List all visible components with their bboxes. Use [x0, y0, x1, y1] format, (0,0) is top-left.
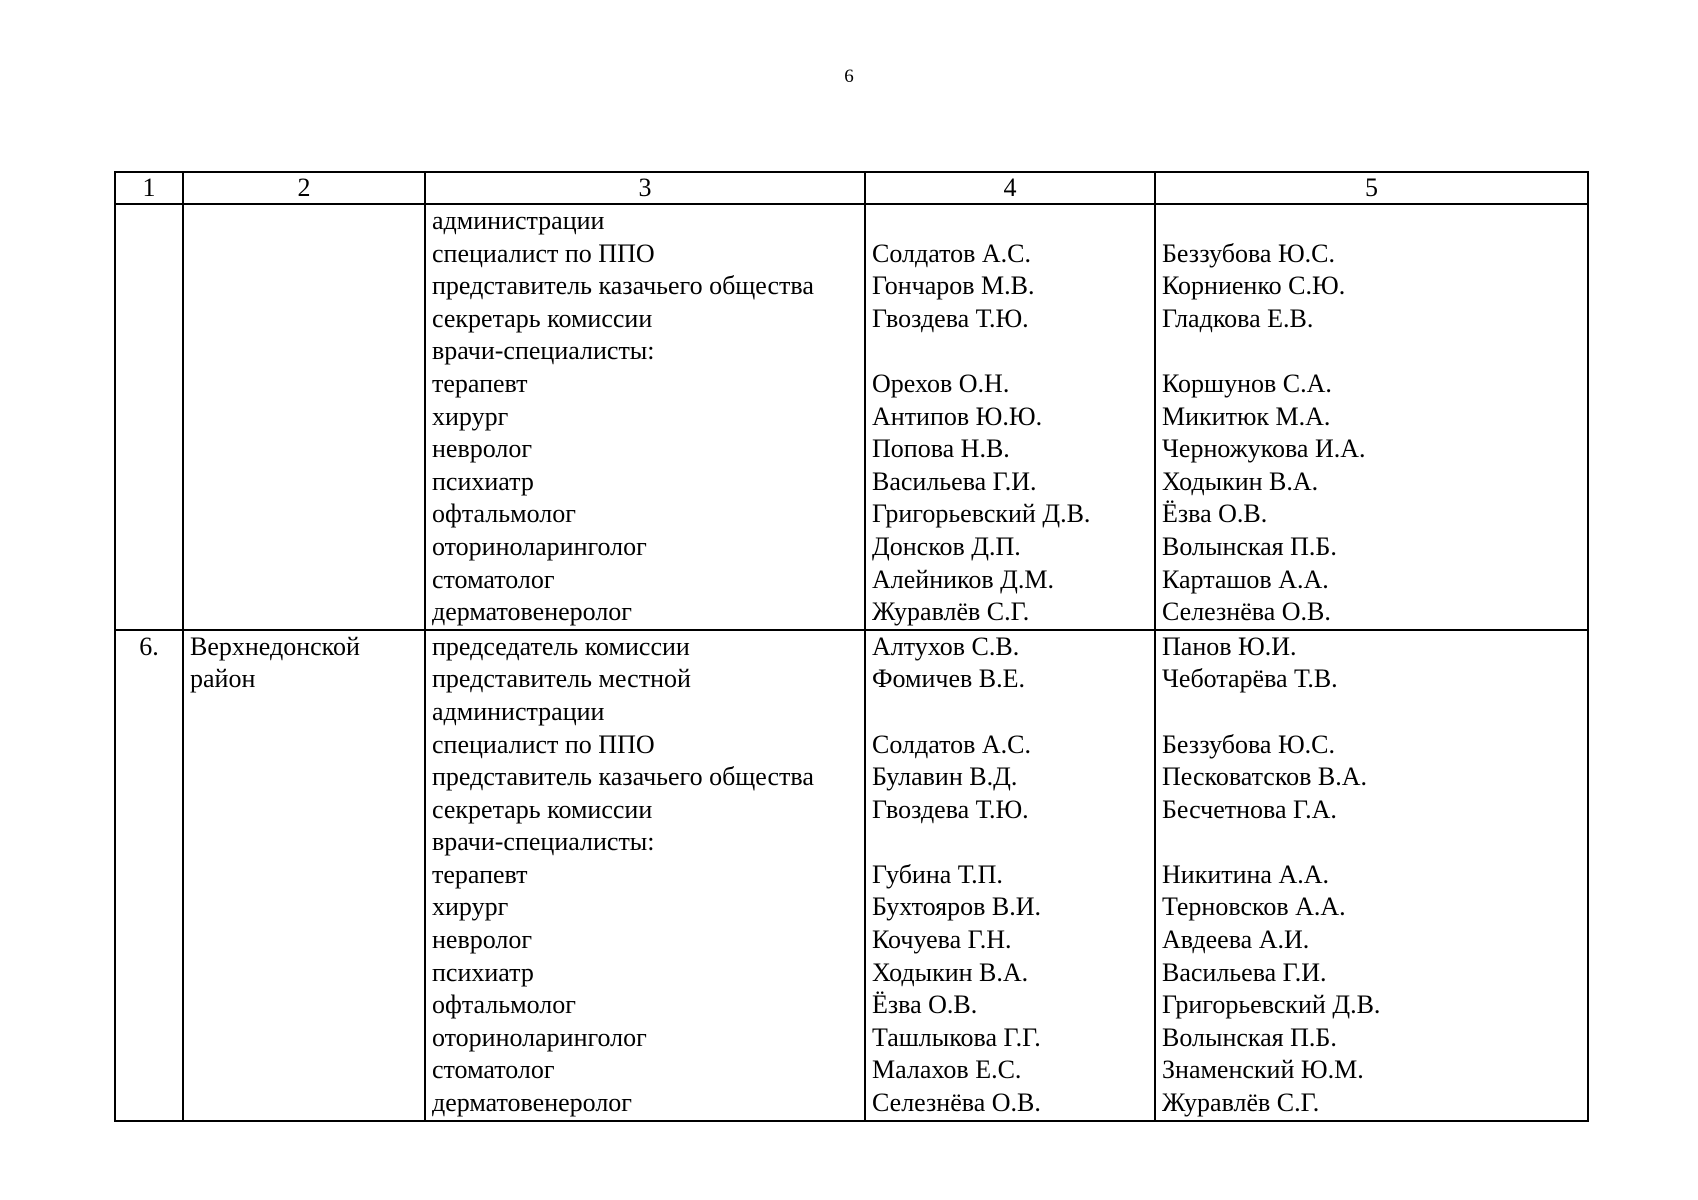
role-line: невролог: [432, 925, 533, 955]
main-member-line: [872, 696, 1148, 729]
header-cell: 3: [425, 172, 865, 204]
role-line: хирург: [432, 401, 509, 431]
reserve-member-line: Никитина А.А.: [1162, 859, 1330, 889]
role-line: дерматовенеролог: [432, 1088, 632, 1118]
reserve-member-line: Панов Ю.И.: [1162, 631, 1297, 661]
table-row: [115, 630, 1588, 1121]
main-member-cell: [865, 630, 1155, 1121]
header-row: [115, 172, 1588, 204]
main-member-line: Гвоздева Т.Ю.: [872, 794, 1029, 824]
main-member-line: [872, 826, 1148, 859]
district-line: Верхнедонской: [190, 631, 360, 661]
main-member-line: [872, 205, 1148, 238]
main-member-line: Григорьевский Д.В.: [872, 499, 1091, 529]
main-member-line: Донсков Д.П.: [872, 531, 1021, 561]
main-member-line: Гвоздева Т.Ю.: [872, 303, 1029, 333]
reserve-member-line: [1162, 205, 1581, 238]
header-cell: 5: [1155, 172, 1588, 204]
reserve-member-line: Ходыкин В.А.: [1162, 466, 1319, 496]
role-line: представитель казачьего общества: [432, 762, 814, 792]
main-member-line: Попова Н.В.: [872, 434, 1010, 464]
main-member-line: Солдатов А.С.: [872, 238, 1031, 268]
reserve-member-line: Песковатсков В.А.: [1162, 762, 1368, 792]
role-line: специалист по ППО: [432, 729, 655, 759]
header-cell: 2: [183, 172, 425, 204]
main-member-line: Орехов О.Н.: [872, 368, 1010, 398]
reserve-member-line: Микитюк М.А.: [1162, 401, 1331, 431]
role-line: представитель казачьего общества: [432, 271, 814, 301]
commission-table: [114, 171, 1589, 1122]
district-line: район: [190, 664, 256, 694]
role-line: секретарь комиссии: [432, 303, 653, 333]
reserve-member-line: [1162, 696, 1581, 729]
main-member-line: Ташлыкова Г.Г.: [872, 1022, 1041, 1052]
reserve-member-line: Бесчетнова Г.А.: [1162, 794, 1337, 824]
role-line: хирург: [432, 892, 509, 922]
role-cell: [425, 204, 865, 630]
main-member-line: Алтухов С.В.: [872, 631, 1020, 661]
reserve-member-line: [1162, 826, 1581, 859]
role-line: врачи-специалисты:: [432, 336, 655, 366]
reserve-member-cell: [1155, 630, 1588, 1121]
main-member-line: Малахов Е.С.: [872, 1055, 1022, 1085]
main-member-line: Антипов Ю.Ю.: [872, 401, 1043, 431]
reserve-member-line: Беззубова Ю.С.: [1162, 238, 1336, 268]
reserve-member-line: Васильева Г.И.: [1162, 957, 1327, 987]
reserve-member-line: Карташов А.А.: [1162, 564, 1329, 594]
role-line: психиатр: [432, 466, 534, 496]
reserve-member-line: Терновсков А.А.: [1162, 892, 1346, 922]
row-number: 6.: [139, 631, 159, 661]
main-member-line: Ходыкин В.А.: [872, 957, 1029, 987]
role-line: врачи-специалисты:: [432, 827, 655, 857]
reserve-member-line: Беззубова Ю.С.: [1162, 729, 1336, 759]
reserve-member-line: Авдеева А.И.: [1162, 925, 1310, 955]
row-number: [122, 205, 176, 238]
role-cell: [425, 630, 865, 1121]
role-line: оториноларинголог: [432, 1022, 647, 1052]
main-member-line: Ёзва О.В.: [872, 990, 978, 1020]
table-row: [115, 204, 1588, 630]
header-cell: 1: [115, 172, 183, 204]
role-line: администрации: [432, 206, 605, 235]
reserve-member-line: Селезнёва О.В.: [1162, 597, 1331, 627]
main-member-line: Булавин В.Д.: [872, 762, 1018, 792]
main-member-line: Кочуева Г.Н.: [872, 925, 1012, 955]
main-member-line: Гончаров М.В.: [872, 271, 1035, 301]
main-member-cell: [865, 204, 1155, 630]
row-number-cell: [115, 204, 183, 630]
role-line: стоматолог: [432, 1055, 555, 1085]
main-member-line: Алейников Д.М.: [872, 564, 1054, 594]
role-line: офтальмолог: [432, 990, 576, 1020]
role-line: оториноларинголог: [432, 531, 647, 561]
main-member-line: [872, 335, 1148, 368]
main-member-line: Фомичев В.Е.: [872, 664, 1026, 694]
reserve-member-line: Журавлёв С.Г.: [1162, 1088, 1320, 1118]
district-cell: [183, 630, 425, 1121]
header-cell: 4: [865, 172, 1155, 204]
page-number: 6: [844, 66, 854, 87]
role-line: представитель местной: [432, 664, 691, 694]
district-cell: [183, 204, 425, 630]
reserve-member-line: Черножукова И.А.: [1162, 434, 1366, 464]
main-member-line: Селезнёва О.В.: [872, 1088, 1041, 1118]
reserve-member-line: Корниенко С.Ю.: [1162, 271, 1346, 301]
role-line: дерматовенеролог: [432, 597, 632, 627]
row-number-cell: [115, 630, 183, 1121]
main-member-line: Васильева Г.И.: [872, 466, 1037, 496]
role-line: психиатр: [432, 957, 534, 987]
reserve-member-line: Григорьевский Д.В.: [1162, 990, 1381, 1020]
reserve-member-line: Коршунов С.А.: [1162, 368, 1332, 398]
main-member-line: Бухтояров В.И.: [872, 892, 1042, 922]
reserve-member-line: Волынская П.Б.: [1162, 1022, 1337, 1052]
reserve-member-line: Волынская П.Б.: [1162, 531, 1337, 561]
main-member-line: Солдатов А.С.: [872, 729, 1031, 759]
role-line: терапевт: [432, 859, 528, 889]
reserve-member-line: [1162, 335, 1581, 368]
reserve-member-cell: [1155, 204, 1588, 630]
role-line: секретарь комиссии: [432, 794, 653, 824]
main-member-line: Губина Т.П.: [872, 859, 1003, 889]
reserve-member-line: Чеботарёва Т.В.: [1162, 664, 1338, 694]
reserve-member-line: Знаменский Ю.М.: [1162, 1055, 1364, 1085]
role-line: офтальмолог: [432, 499, 576, 529]
reserve-member-line: Гладкова Е.В.: [1162, 303, 1314, 333]
role-line: председатель комиссии: [432, 631, 690, 661]
reserve-member-line: Ёзва О.В.: [1162, 499, 1268, 529]
role-line: стоматолог: [432, 564, 555, 594]
role-line: специалист по ППО: [432, 238, 655, 268]
role-line: терапевт: [432, 368, 528, 398]
role-line: администрации: [432, 696, 605, 726]
main-member-line: Журавлёв С.Г.: [872, 597, 1030, 627]
role-line: невролог: [432, 434, 533, 464]
